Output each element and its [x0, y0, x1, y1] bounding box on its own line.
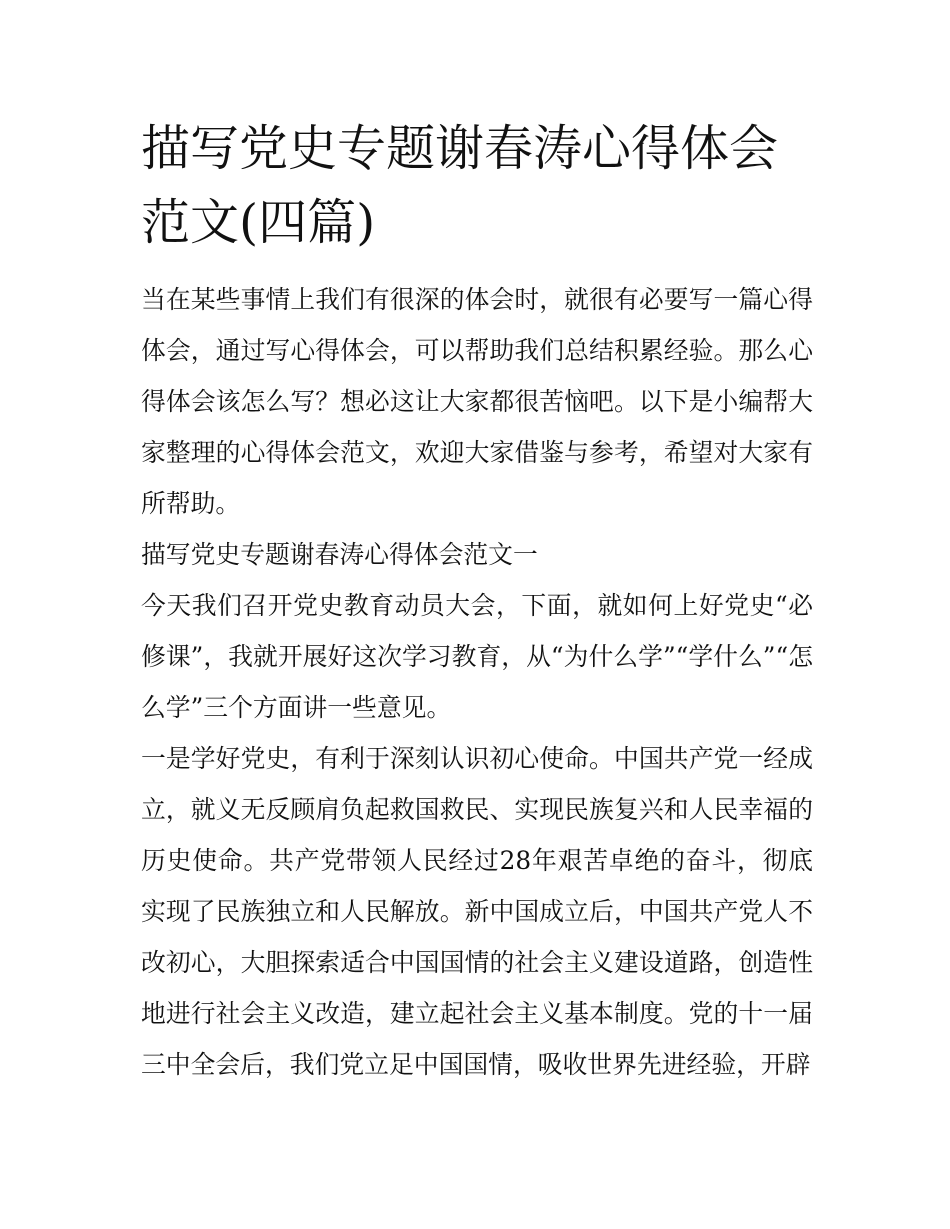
body-paragraph-1: 今天我们召开党史教育动员大会，下面，就如何上好党史“必修课”，我就开展好这次学习教育，从“为什么学”“学什么”“怎么学”三个方面讲一些意见。 — [141, 591, 813, 722]
intro-paragraph: 当在某些事情上我们有很深的体会时，就很有必要写一篇心得体会，通过写心得体会，可以帮助我们总结积累经验。那么心得体会该怎么写？想必这让大家都很苦恼吧。以下是小编帮大家整理的心得体会范文，欢迎大家借鉴与参考，希望对大家有所帮助。 — [141, 285, 813, 518]
document-page — [141, 0, 813, 1090]
section-heading: 描写党史专题谢春涛心得体会范文一 — [141, 540, 538, 569]
body-paragraph-2: 一是学好党史，有利于深刻认识初心使命。中国共产党一经成立，就义无反顾肩负起救国救民、实现民族复兴和人民幸福的历史使命。共产党带领人民经过28年艰苦卓绝的奋斗，彻底实现了民族独立和人民解放。新中国成立后，中国共产党人不改初心，大胆探索适合中国国情的社会主义建设道路，创造性地进行社会主义改造，建立起社会主义基本制度。党的十一届三中全会后，我们党立足中国国情，吸收世界先进经验，开辟 — [141, 744, 813, 1079]
document-title: 描写党史专题谢春涛心得体会范文(四篇) — [141, 120, 779, 251]
